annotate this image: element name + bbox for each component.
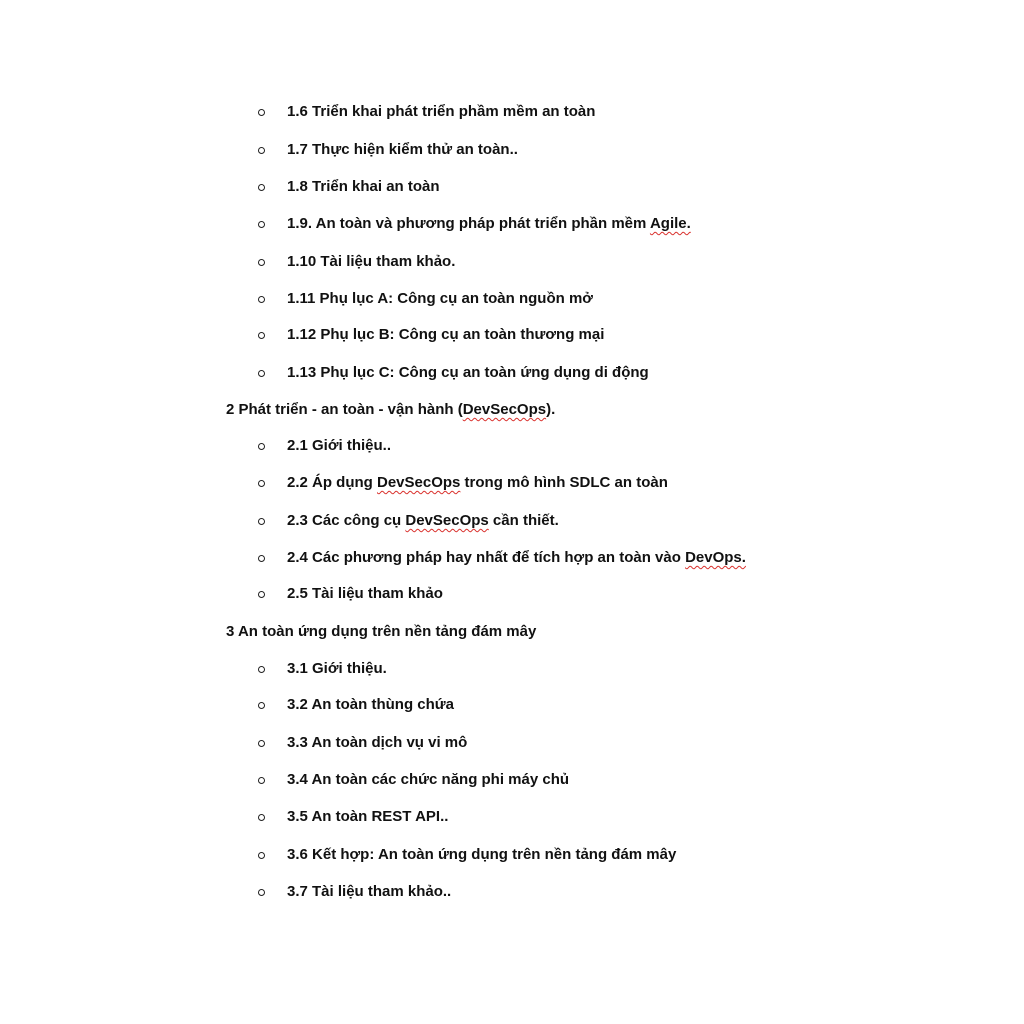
toc-subsection-item[interactable] [287,474,668,492]
spellcheck-flagged-word: DevSecOps [462,401,547,418]
toc-subsection-item[interactable] [287,771,569,789]
list-bullet-icon [258,147,265,154]
list-bullet-icon [258,666,265,673]
toc-subsection-item[interactable] [287,103,595,121]
toc-subsection-item[interactable] [287,178,440,196]
toc-subsection-item[interactable] [287,141,518,159]
toc-item-text: 1.9. An toàn và phương pháp phát triển phần mềm [287,215,650,232]
list-bullet-icon [258,184,265,191]
toc-subsection-item[interactable] [287,215,691,233]
toc-item-text: cần thiết. [488,512,559,529]
list-bullet-icon [258,740,265,747]
toc-item-text: 2.1 Giới thiệu.. [287,437,392,454]
toc-subsection-item[interactable] [287,512,559,530]
toc-item-text: 3 An toàn ứng dụng trên nền tảng đám mây [226,623,537,640]
toc-item-text: 3.3 An toàn dịch vụ vi mô [287,734,468,751]
toc-subsection-item[interactable] [287,326,604,344]
list-bullet-icon [258,889,265,896]
list-bullet-icon [258,443,265,450]
toc-subsection-item[interactable] [287,549,746,567]
toc-item-text: 1.12 Phụ lục B: Công cụ an toàn thương mại [287,326,605,343]
spellcheck-flagged-word: DevOps. [685,549,746,566]
toc-item-text: 2 Phát triển - an toàn - vận hành ( [226,401,463,418]
spellcheck-flagged-word: Agile. [649,215,691,232]
spellcheck-flagged-word: DevSecOps [377,474,461,491]
toc-subsection-item[interactable] [287,364,649,382]
toc-item-text: 1.13 Phụ lục C: Công cụ an toàn ứng dụng di động [287,364,649,381]
toc-item-text: 1.10 Tài liệu tham khảo. [287,253,456,270]
list-bullet-icon [258,555,265,562]
list-bullet-icon [258,852,265,859]
toc-item-text: 3.2 An toàn thùng chứa [287,696,454,713]
list-bullet-icon [258,370,265,377]
list-bullet-icon [258,221,265,228]
toc-subsection-item[interactable] [287,734,467,752]
toc-item-text: 1.8 Triển khai an toàn [287,178,440,195]
list-bullet-icon [258,518,265,525]
list-bullet-icon [258,296,265,303]
list-bullet-icon [258,109,265,116]
toc-item-text: 3.1 Giới thiệu. [287,660,387,677]
toc-item-text: 3.7 Tài liệu tham khảo.. [287,883,452,900]
toc-subsection-item[interactable] [287,253,455,271]
toc-section-heading[interactable] [226,623,536,641]
toc-item-text: 3.5 An toàn REST API.. [287,808,449,825]
toc-item-text: 2.2 Áp dụng [287,474,377,491]
spellcheck-flagged-word: DevSecOps [405,512,489,529]
list-bullet-icon [258,777,265,784]
toc-item-text: 1.11 Phụ lục A: Công cụ an toàn nguồn mở [287,290,593,307]
toc-subsection-item[interactable] [287,808,448,826]
toc-subsection-item[interactable] [287,290,593,308]
toc-item-text: 1.7 Thực hiện kiểm thử an toàn.. [287,141,518,158]
toc-item-text: 3.4 An toàn các chức năng phi máy chủ [287,771,570,788]
toc-subsection-item[interactable] [287,883,451,901]
list-bullet-icon [258,591,265,598]
list-bullet-icon [258,702,265,709]
toc-item-text: 1.6 Triển khai phát triển phầm mềm an toàn [287,103,596,120]
toc-item-text: 2.5 Tài liệu tham khảo [287,585,443,602]
list-bullet-icon [258,480,265,487]
toc-item-text: trong mô hình SDLC an toàn [460,474,668,491]
toc-subsection-item[interactable] [287,696,454,714]
list-bullet-icon [258,332,265,339]
toc-item-text: 2.4 Các phương pháp hay nhất để tích hợp an toàn vào [287,549,686,566]
toc-subsection-item[interactable] [287,585,443,603]
toc-item-text: 2.3 Các công cụ [287,512,406,529]
list-bullet-icon [258,259,265,266]
toc-section-heading[interactable] [226,401,555,419]
toc-item-text: 3.6 Kết hợp: An toàn ứng dụng trên nền tảng đám mây [287,846,677,863]
toc-subsection-item[interactable] [287,437,391,455]
list-bullet-icon [258,814,265,821]
toc-subsection-item[interactable] [287,660,387,678]
toc-item-text: ). [546,401,556,418]
toc-subsection-item[interactable] [287,846,676,864]
